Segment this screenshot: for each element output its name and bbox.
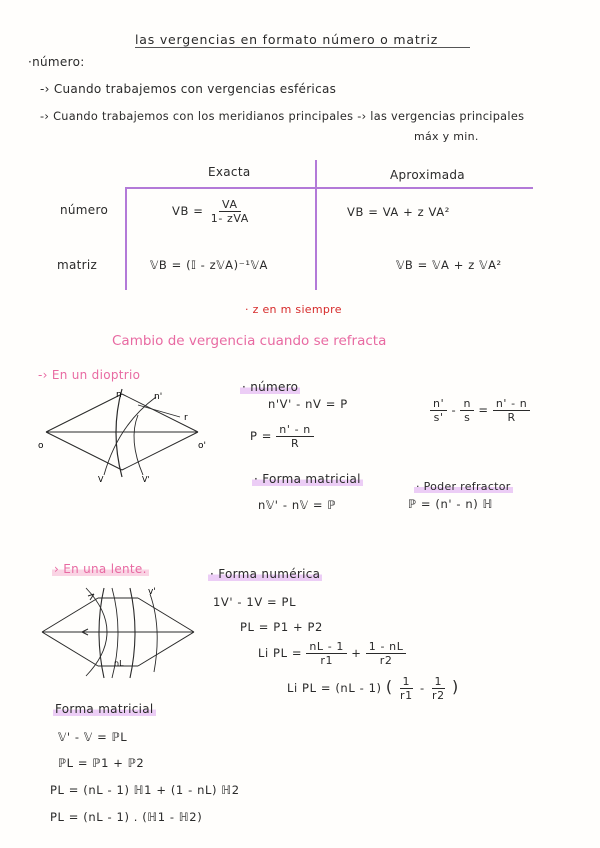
label-r: r — [184, 413, 188, 423]
table-row-matrix: matriz — [57, 258, 98, 272]
eq-lente-m1: 𝕍' - 𝕍 = ℙL — [58, 730, 128, 744]
eq-number-approx: VB = VA + z VA² — [347, 205, 450, 219]
eq-dioptrio-number: n'V' - nV = P — [268, 397, 348, 411]
dioptrio-heading: -› En un dioptrio — [38, 368, 141, 382]
eq-lente-m2: ℙL = ℙ1 + ℙ2 — [58, 756, 145, 770]
eq-poder: ℙ = (n' - n) ℍ — [408, 497, 494, 511]
lente-matricial-heading: Forma matricial — [55, 702, 154, 716]
eq-lente-2: PL = P1 + P2 — [240, 620, 323, 634]
table-col-exact: Exacta — [208, 165, 251, 179]
note-z-meters: · z en m siempre — [245, 303, 342, 316]
eq-lente-4: Li PL = (nL - 1) ( $\frac{1}{r1}$ - $\frac{1}{r2}$ ) — [287, 675, 459, 702]
table-row-divider — [125, 187, 127, 290]
dioptrio-matricial-heading: · Forma matricial — [254, 472, 361, 486]
lente-diagram — [38, 580, 200, 688]
eq-lente-m3: PL = (nL - 1) ℍ1 + (1 - nL) ℍ2 — [50, 783, 240, 797]
label-o-prime: o' — [198, 441, 206, 451]
eq-lente-m4: PL = (nL - 1) . (ℍ1 - ℍ2) — [50, 810, 203, 824]
eq-lente-3: Li PL = $\frac{nL - 1}{r1}$ + $\frac{1 - nL}{r2}$ — [258, 640, 406, 667]
title-underline — [135, 47, 470, 48]
page-title: las vergencias en formato número o matriz — [135, 32, 439, 47]
eq-matrix-exact: 𝕍B = (𝕀 - z𝕍A)⁻¹𝕍A — [150, 258, 268, 272]
lente-numerica-heading: · Forma numérica — [210, 567, 321, 581]
eq-matrix-approx: 𝕍B = 𝕍A + z 𝕍A² — [396, 258, 502, 272]
table-row-number: número — [60, 203, 109, 217]
eq-dioptrio-matrix: n𝕍' - n𝕍 = ℙ — [258, 498, 337, 512]
label-nl: nL — [114, 659, 124, 668]
label-o: o — [38, 441, 44, 451]
intro-heading: ·número: — [28, 55, 85, 69]
label-v: V — [98, 475, 104, 484]
label-n: n — [116, 390, 122, 400]
table-col-approx: Aproximada — [390, 168, 465, 182]
table-header-line — [125, 187, 533, 189]
lente-heading: › En una lente. — [54, 562, 147, 576]
eq-dioptrio-gauss: $\frac{n'}{s'}$ - $\frac{n}{s}$ = $\frac{n' - n}{R}$ — [430, 397, 530, 424]
section-title: Cambio de vergencia cuando se refracta — [112, 333, 387, 349]
intro-bullet-2-cont: máx y min. — [414, 130, 479, 143]
eq-lente-1: 1V' - 1V = PL — [213, 595, 297, 609]
poder-heading: · Poder refractor — [416, 480, 511, 493]
eq-number-exact: VB = $\frac{VA}{\text{1- zVA}}$ — [172, 198, 249, 225]
label-v-prime: V' — [142, 475, 150, 484]
table-col-divider — [315, 160, 317, 290]
label-n-prime: n' — [154, 392, 163, 402]
intro-bullet-1: -› Cuando trabajemos con vergencias esféricas — [40, 82, 337, 96]
eq-dioptrio-power: P = $\frac{n' - n}{R}$ — [250, 423, 314, 450]
dioptrio-diagram — [38, 385, 218, 485]
intro-bullet-2: -› Cuando trabajemos con los meridianos principales -› las vergencias principales — [40, 110, 525, 123]
label-v-prime-lens: v' — [148, 587, 156, 597]
dioptrio-numero-heading: · número — [242, 380, 299, 394]
